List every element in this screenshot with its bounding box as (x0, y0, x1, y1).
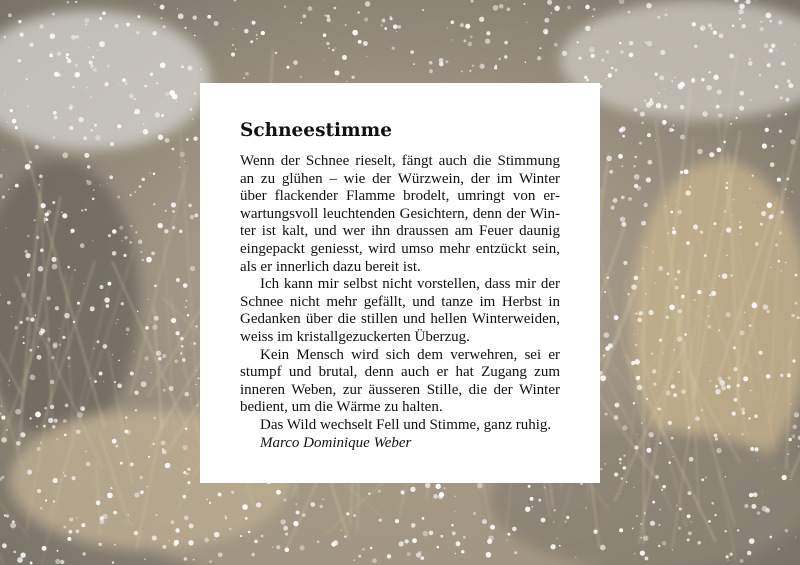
poem-title: Schneestimme (240, 120, 392, 141)
poem-paragraph-3: Kein Mensch wird sich dem verwehren, sei er stumpf und brutal, denn auch er hat Zugang zum inneren Weben, zur äusseren Stille, die der Winter bedient, um die Wärme zu halten. (240, 346, 560, 416)
poem-author: Marco Dominique Weber (260, 434, 412, 451)
poem-closing-line: Das Wild wechselt Fell und Stimme, ganz ruhig. (260, 416, 552, 433)
poem-card (200, 83, 600, 483)
poem-paragraph-1: Wenn der Schnee rieselt, fängt auch die Stimmung an zu glühen – wie der Würzwein, der im Winter über flackender Flamme brodelt, umringt von erwartungsvoll leuchtenden Gesichtern, denn der Winter ist kalt, und wer ihn draussen am Feuer daunig eingepackt geniesst, wird umso mehr entzückt sein, als er innerlich dazu bereit ist. (240, 153, 560, 275)
poem-paragraph-2: Ich kann mir selbst nicht vorstellen, dass mir der Schnee nicht mehr gefällt, und tanze im Herbst in Gedanken über die stillen und hellen Winterweiden, weiss im kristallgezuckerten Überzug. (240, 276, 560, 345)
